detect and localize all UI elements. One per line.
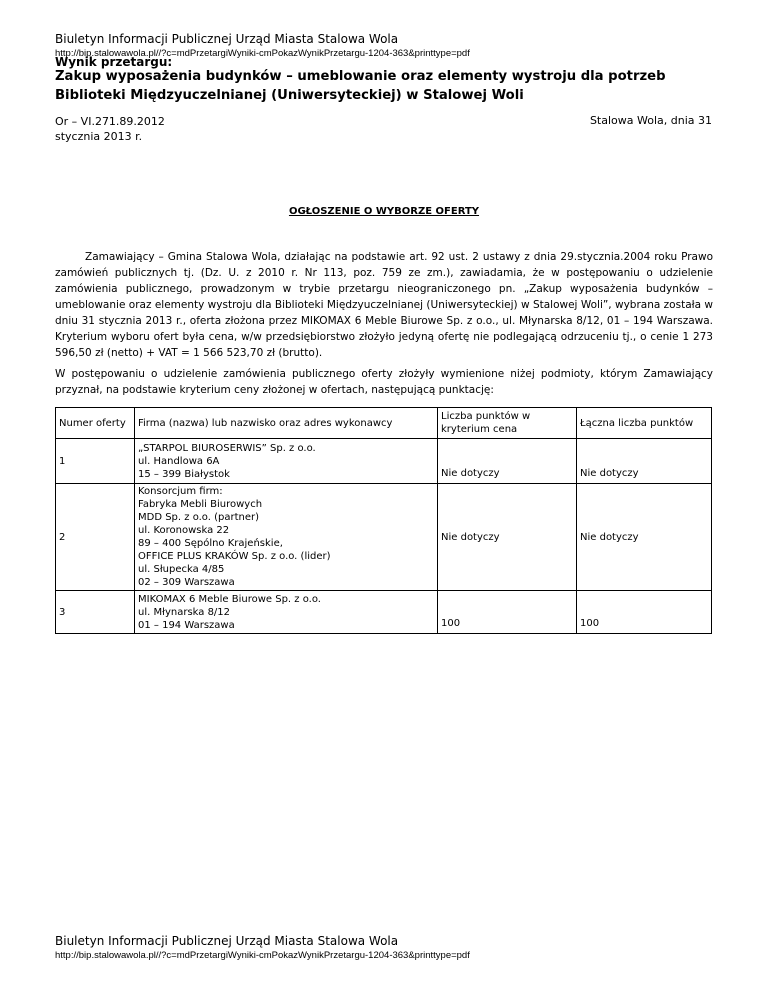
table-cell: Nie dotyczy — [577, 484, 712, 591]
place-date: Stalowa Wola, dnia 31 — [589, 114, 712, 127]
reference-number: Or – VI.271.89.2012 stycznia 2013 r. — [55, 115, 165, 143]
tender-subject: Zakup wyposażenia budynków – umeblowanie oraz elementy wystroju dla potrzeb Biblioteki Międzyuczelnianej (Uniwersyteckiej) w Stalowej Woli — [55, 69, 666, 103]
table-cell: „STARPOL BIUROSERWIS” Sp. z o.o. ul. Handlowa 6A 15 – 399 Białystok — [135, 439, 438, 484]
table-cell: 100 — [438, 591, 577, 634]
table-cell: 1 — [56, 439, 135, 484]
header-title: Biuletyn Informacji Publicznej Urząd Miasta Stalowa Wola — [55, 32, 399, 46]
table-header-cell: Firma (nazwa) lub nazwisko oraz adres wykonawcy — [135, 408, 438, 439]
table-header-cell: Numer oferty — [56, 408, 135, 439]
footer-url[interactable]: http://bip.stalowawola.pl//?c=mdPrzetargiWyniki-cmPokazWynikPrzetargu-1204-363&printtype=pdf — [55, 950, 470, 961]
table-header-row — [56, 408, 712, 439]
table-cell: 2 — [56, 484, 135, 591]
footer-title: Biuletyn Informacji Publicznej Urząd Miasta Stalowa Wola — [55, 934, 399, 948]
table-row — [56, 484, 712, 591]
table-cell: Konsorcjum firm: Fabryka Mebli Biurowych MDD Sp. z o.o. (partner) ul. Koronowska 22 89 – 400 Sępólno Krajeńskie, OFFICE PLUS KRAKÓW Sp. z o.o. (lider) ul. Słupecka 4/85 02 – 309 Warszawa — [135, 484, 438, 591]
table-header-cell: Łączna liczba punktów — [577, 408, 712, 439]
table-cell: 100 — [577, 591, 712, 634]
announcement-paragraph: Zamawiający – Gmina Stalowa Wola, działając na podstawie art. 92 ust. 2 ustawy z dnia 29.stycznia.2004 roku Prawo zamówień publicznych tj. (Dz. U. z 2010 r. Nr 113, poz. 759 ze zm.), zawiadamia, że w postępowaniu o udzielenie zamówienia publicznego, prowadzonym w trybie przetargu nieograniczonego pn. „Zakup wyposażenia budynków – umeblowanie oraz elementy wystroju dla Biblioteki Międzyuczelnianej (Uniwersyteckiej) w Stalowej Woli”, wybrana została w dniu 31 stycznia 2013 r., oferta złożona przez MIKOMAX 6 Meble Biurowe Sp. z o.o., ul. Młynarska 8/12, 01 – 194 Warszawa. Kryterium wyboru ofert była cena, w/w przedsiębiorstwo złożyło jedyną ofertę nie podlegającą odrzuceniu tj., o cenie 1 273 596,50 zł (netto) + VAT = 1 566 523,70 zł (brutto). — [55, 251, 713, 359]
table-cell: 3 — [56, 591, 135, 634]
table-row — [56, 439, 712, 484]
offers-table — [55, 407, 712, 634]
header-url[interactable]: http://bip.stalowawola.pl//?c=mdPrzetargiWyniki-cmPokazWynikPrzetargu-1204-363&printtype=pdf — [55, 48, 470, 59]
table-cell: Nie dotyczy — [438, 484, 577, 591]
table-header-cell: Liczba punktów w kryterium cena — [438, 408, 577, 439]
table-row — [56, 591, 712, 634]
announcement-heading: OGŁOSZENIE O WYBORZE OFERTY — [288, 206, 480, 217]
result-label: Wynik przetargu: — [55, 55, 173, 69]
table-cell: Nie dotyczy — [577, 439, 712, 484]
table-cell: MIKOMAX 6 Meble Biurowe Sp. z o.o. ul. Młynarska 8/12 01 – 194 Warszawa — [135, 591, 438, 634]
scoring-paragraph: W postępowaniu o udzielenie zamówienia publicznego oferty złożyły wymienione niżej podmioty, którym Zamawiający przyznał, na podstawie kryterium ceny złożonej w ofertach, następującą punktację: — [55, 368, 713, 396]
table-cell: Nie dotyczy — [438, 439, 577, 484]
